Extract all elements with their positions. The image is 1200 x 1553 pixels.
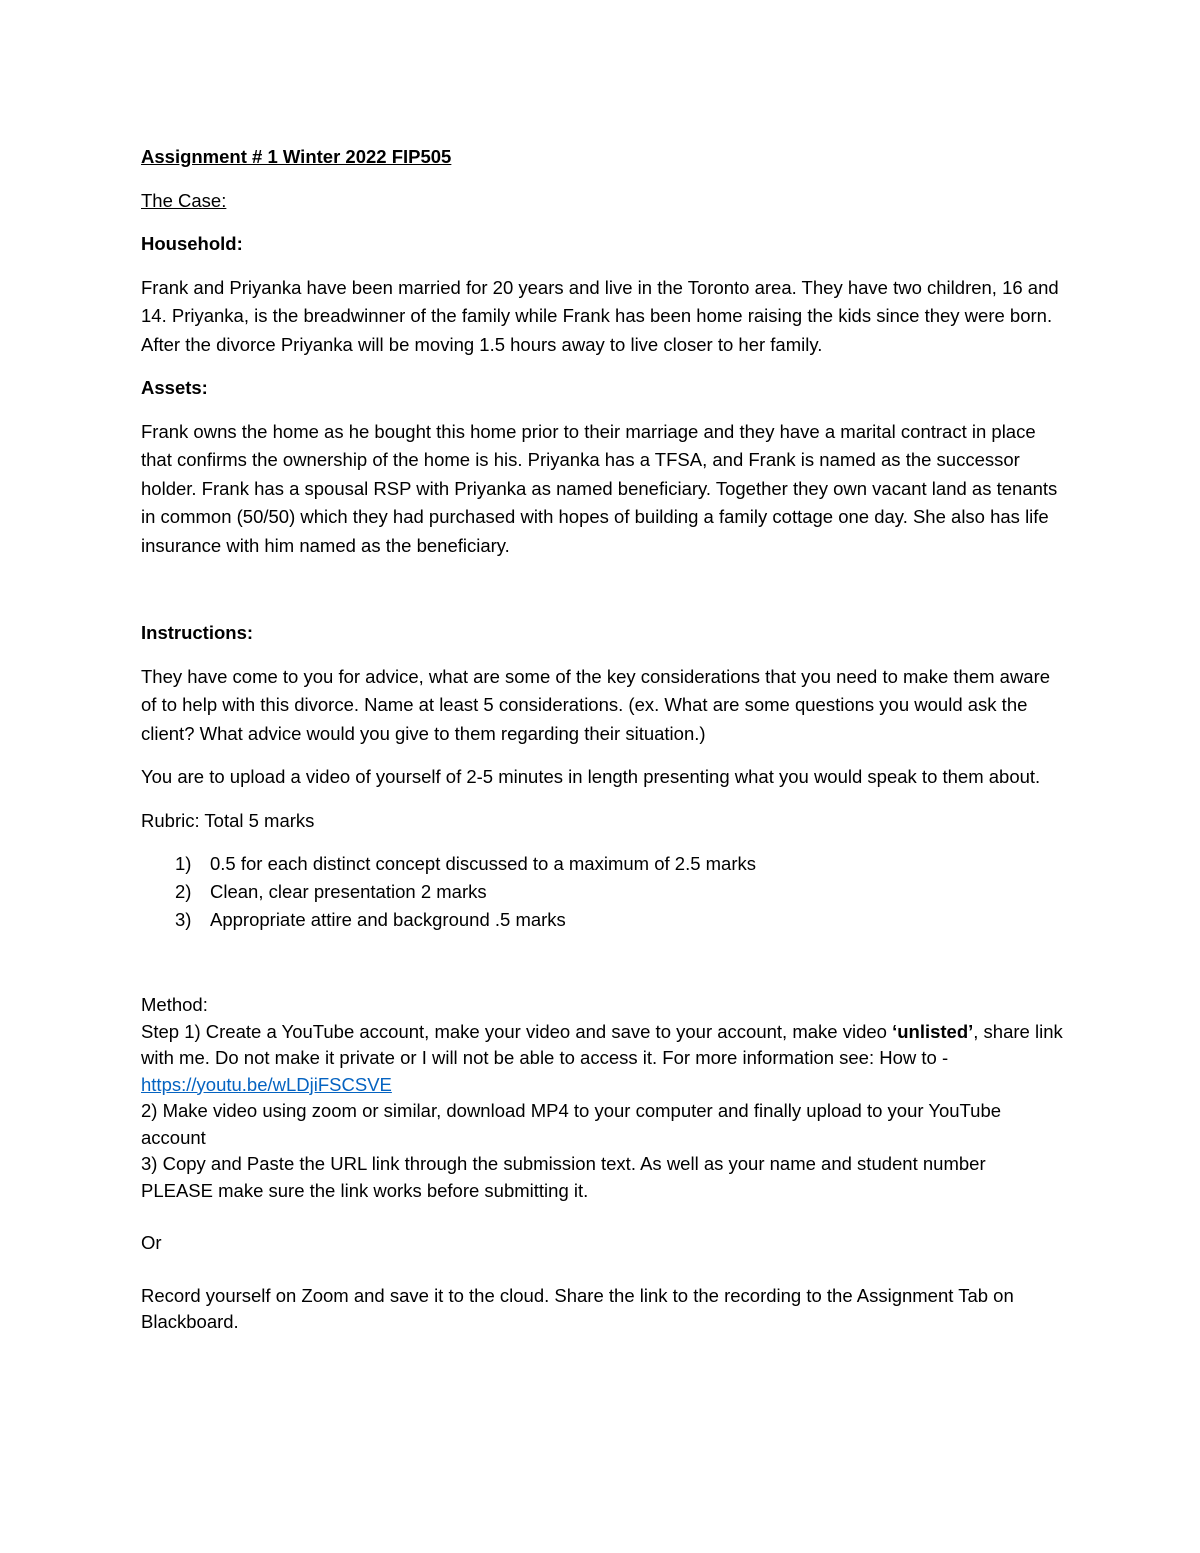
list-text: Clean, clear presentation 2 marks: [210, 881, 487, 902]
method-section: [141, 992, 1066, 1336]
list-number: 2): [175, 881, 192, 902]
step1-text: Step 1) Create a YouTube account, make your video and save to your account, make video: [141, 1020, 893, 1042]
rubric-heading: Rubric: Total 5 marks: [141, 809, 315, 831]
list-number: 1): [175, 853, 192, 874]
document-page: [141, 143, 1066, 1336]
spacer: [141, 1257, 1066, 1283]
assets-heading: Assets:: [141, 377, 208, 398]
rubric-list: [141, 850, 1066, 934]
list-text: Appropriate attire and background .5 marks: [210, 909, 566, 930]
assets-paragraph: Frank owns the home as he bought this home prior to their marriage and they have a marital contract in place that confirms the ownership of the home is his. Priyanka has a TFSA, and Frank is named as the successor holder. Frank has a spousal RSP with Priyanka as named beneficiary. Together they own vacant land as tenants in common (50/50) which they had purchased with hopes of building a family cottage one day. She also has life insurance with him named as the beneficiary.: [141, 420, 1058, 556]
unlisted-emphasis: ‘unlisted’: [892, 1020, 974, 1042]
video-upload-paragraph: You are to upload a video of yourself of 2-5 minutes in length presenting what you would speak to them about.: [141, 766, 1041, 787]
method-heading: Method:: [141, 994, 208, 1015]
youtube-help-link[interactable]: https://youtu.be/wLDjiFSCSVE: [141, 1073, 392, 1095]
instructions-paragraph: They have come to you for advice, what are some of the key considerations that you need to make them aware of to help with this divorce. Name at least 5 considerations. (ex. What are some questions you would ask the client? What advice would you give to them regarding their situation.): [141, 665, 1051, 744]
list-number: 3): [175, 909, 192, 930]
list-item: [141, 906, 1066, 934]
assignment-title: Assignment # 1 Winter 2022 FIP505: [141, 146, 452, 167]
case-heading: The Case:: [141, 189, 227, 211]
list-item: [141, 850, 1066, 878]
instructions-heading: Instructions:: [141, 622, 254, 643]
spacer: [141, 934, 1066, 992]
spacer: [141, 575, 1066, 619]
household-heading: Household:: [141, 233, 243, 254]
zoom-instructions: Record yourself on Zoom and save it to the cloud. Share the link to the recording to the Assignment Tab on Blackboard.: [141, 1284, 1014, 1332]
or-separator: Or: [141, 1232, 162, 1253]
list-text: 0.5 for each distinct concept discussed to a maximum of 2.5 marks: [210, 853, 756, 874]
method-step-3: 3) Copy and Paste the URL link through the submission text. As well as your name and student number: [141, 1153, 986, 1174]
household-paragraph: Frank and Priyanka have been married for 20 years and live in the Toronto area. They have two children, 16 and 14. Priyanka, is the breadwinner of the family while Frank has been home raising the kids since they were born. After the divorce Priyanka will be moving 1.5 hours away to live closer to her family.: [141, 276, 1059, 355]
method-step-3-note: PLEASE make sure the link works before submitting it.: [141, 1179, 589, 1201]
step1-text-continued: , share link with me. Do not make it private or I will not be able to access it. For more information see: How to -: [141, 1020, 1063, 1068]
method-step-1: [141, 1019, 1066, 1099]
list-item: [141, 878, 1066, 906]
method-step-2: 2) Make video using zoom or similar, download MP4 to your computer and finally upload to your YouTube account: [141, 1100, 1002, 1148]
spacer: [141, 1204, 1066, 1230]
